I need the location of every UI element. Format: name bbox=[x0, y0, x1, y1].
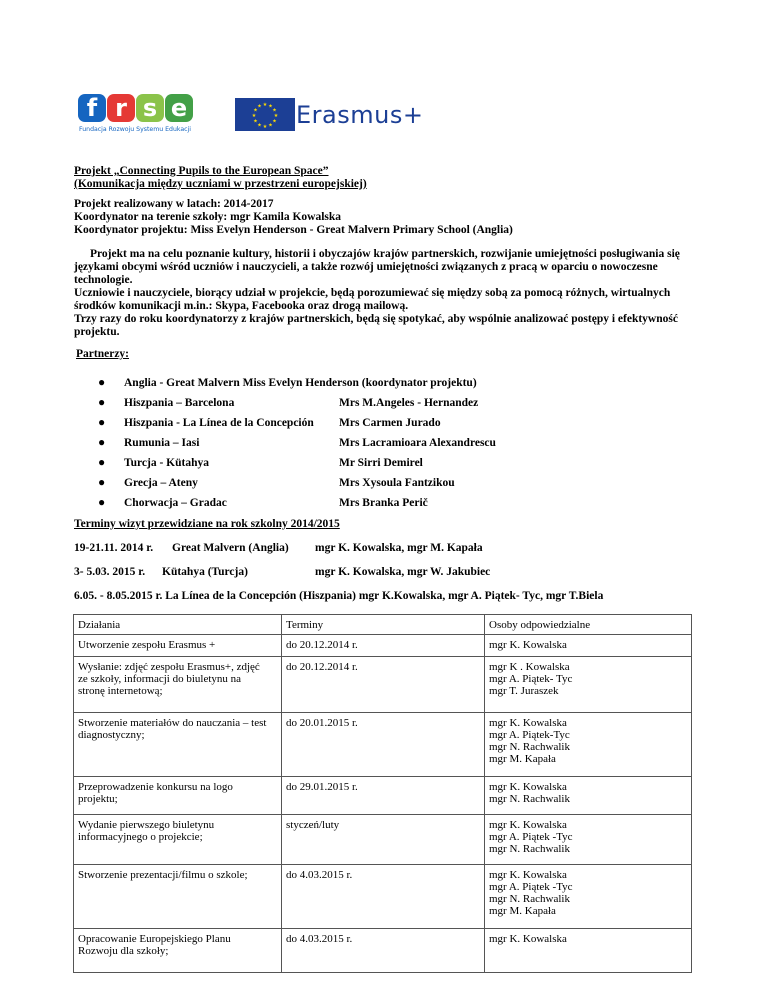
partner-person: Mrs Branka Perič bbox=[339, 497, 428, 509]
description-line: technologie. bbox=[74, 274, 133, 286]
bullet-icon: ● bbox=[98, 435, 106, 449]
bullet-icon: ● bbox=[98, 455, 106, 469]
svg-text:★: ★ bbox=[268, 103, 273, 110]
erasmus-plus-logo-text: Erasmus+ bbox=[296, 101, 424, 129]
partner-place: Turcja - Kütahya bbox=[124, 457, 209, 469]
action-cell bbox=[74, 657, 282, 713]
table-row bbox=[74, 815, 692, 865]
svg-text:★: ★ bbox=[253, 107, 258, 114]
people-cell bbox=[485, 815, 692, 865]
people-cell bbox=[485, 929, 692, 973]
visit-people: mgr K. Kowalska, mgr M. Kapała bbox=[315, 542, 483, 554]
action-cell bbox=[74, 635, 282, 657]
cell-line: Stworzenie prezentacji/filmu o szkole; bbox=[78, 869, 248, 881]
cell-line: mgr A. Piątek -Tyc bbox=[489, 831, 573, 843]
cell-line: mgr K. Kowalska bbox=[489, 869, 567, 881]
cell-line: informacyjnego o projekcie; bbox=[78, 831, 203, 843]
frse-logo bbox=[76, 94, 196, 134]
people-cell bbox=[485, 657, 692, 713]
svg-text:★: ★ bbox=[273, 113, 279, 119]
table-header-row bbox=[74, 615, 692, 635]
partner-person: Mrs Carmen Jurado bbox=[339, 417, 441, 429]
cell-line: Wydanie pierwszego biuletynu bbox=[78, 819, 215, 831]
date-cell: styczeń/luty bbox=[282, 815, 485, 865]
bullet-icon: ● bbox=[98, 415, 106, 429]
cell-line: mgr K. Kowalska bbox=[489, 717, 567, 729]
cell-line: mgr K. Kowalska bbox=[489, 781, 567, 793]
activities-table bbox=[73, 614, 692, 973]
description-line: środków komunikacji m.in.: Skypa, Facebooka oraz drogą mailową. bbox=[74, 300, 409, 312]
svg-text:f: f bbox=[86, 94, 98, 122]
svg-text:Fundacja Rozwoju Systemu Eduka: Fundacja Rozwoju Systemu Edukacji bbox=[79, 126, 191, 133]
cell-line: mgr N. Rachwalik bbox=[489, 793, 570, 805]
table-row bbox=[74, 713, 692, 777]
cell-line: mgr N. Rachwalik bbox=[489, 843, 570, 855]
description-line: Projekt ma na celu poznanie kultury, historii i obyczajów krajów partnerskich, rozwijanie umiejętności posługiwania się bbox=[90, 248, 680, 260]
cell-line: mgr K. Kowalska bbox=[489, 639, 567, 651]
cell-line: mgr T. Juraszek bbox=[489, 685, 559, 697]
partner-place: Hiszpania - La Línea de la Concepción bbox=[124, 417, 314, 429]
cell-line: mgr A. Piątek- Tyc bbox=[489, 673, 573, 685]
column-header: Terminy bbox=[282, 615, 485, 635]
svg-text:★: ★ bbox=[251, 113, 257, 119]
svg-text:★: ★ bbox=[257, 103, 262, 110]
date-cell: do 4.03.2015 r. bbox=[282, 865, 485, 929]
project-title: Projekt „Connecting Pupils to the European Space” bbox=[74, 165, 329, 177]
bullet-icon: ● bbox=[98, 495, 106, 509]
eu-flag-icon bbox=[235, 98, 295, 131]
svg-text:★: ★ bbox=[272, 107, 277, 114]
action-cell bbox=[74, 815, 282, 865]
action-cell bbox=[74, 865, 282, 929]
visit-place: Kütahya (Turcja) bbox=[162, 566, 248, 578]
cell-line: Wysłanie: zdjęć zespołu Erasmus+, zdjęć bbox=[78, 661, 260, 673]
visit-people: mgr K. Kowalska, mgr W. Jakubiec bbox=[315, 566, 491, 578]
partner-place: Rumunia – Iasi bbox=[124, 437, 200, 449]
table-row bbox=[74, 657, 692, 713]
date-cell: do 20.12.2014 r. bbox=[282, 635, 485, 657]
table-row bbox=[74, 777, 692, 815]
cell-line: projektu; bbox=[78, 793, 118, 805]
svg-text:★: ★ bbox=[257, 122, 262, 129]
bullet-icon: ● bbox=[98, 375, 106, 389]
cell-line: ze szkoły, informacji do biuletynu na bbox=[78, 673, 242, 685]
svg-text:★: ★ bbox=[272, 118, 277, 125]
svg-text:★: ★ bbox=[262, 124, 268, 130]
column-header: Działania bbox=[74, 615, 282, 635]
svg-text:s: s bbox=[142, 94, 158, 122]
partner-person: Mrs Lacramioara Alexandrescu bbox=[339, 437, 496, 449]
partner-person: Mrs Xysoula Fantzikou bbox=[339, 477, 455, 489]
description-line: językami obcymi wśród uczniów i nauczycieli, a także rozwój umiejętności związanych z pracą w oparciu o nowoczesne bbox=[74, 261, 658, 273]
description-line: Trzy razy do roku koordynatorzy z krajów partnerskich, będą się spotykać, aby wspólnie analizować postępy i efektywność bbox=[74, 313, 678, 325]
cell-line: Stworzenie materiałów do nauczania – test bbox=[78, 717, 267, 729]
cell-line: mgr A. Piątek -Tyc bbox=[489, 881, 573, 893]
people-cell bbox=[485, 713, 692, 777]
school-coordinator: Koordynator na terenie szkoły: mgr Kamila Kowalska bbox=[74, 211, 342, 223]
date-cell: do 29.01.2015 r. bbox=[282, 777, 485, 815]
column-header: Osoby odpowiedzialne bbox=[485, 615, 692, 635]
people-cell bbox=[485, 865, 692, 929]
partner-place: Hiszpania – Barcelona bbox=[124, 397, 235, 409]
project-coordinator: Koordynator projektu: Miss Evelyn Henderson - Great Malvern Primary School (Anglia) bbox=[74, 224, 513, 236]
action-cell bbox=[74, 929, 282, 973]
partner-person: Mrs M.Angeles - Hernandez bbox=[339, 397, 479, 409]
cell-line: stronę internetową; bbox=[78, 685, 163, 697]
table-row bbox=[74, 929, 692, 973]
cell-line: mgr N. Rachwalik bbox=[489, 893, 570, 905]
date-cell: do 20.12.2014 r. bbox=[282, 657, 485, 713]
people-cell bbox=[485, 777, 692, 815]
date-cell: do 20.01.2015 r. bbox=[282, 713, 485, 777]
cell-line: Rozwoju dla szkoły; bbox=[78, 945, 169, 957]
bullet-icon: ● bbox=[98, 395, 106, 409]
partner-place: Grecja – Ateny bbox=[124, 477, 198, 489]
visits-heading: Terminy wizyt przewidziane na rok szkolny 2014/2015 bbox=[74, 518, 340, 530]
partner-first: Anglia - Great Malvern Miss Evelyn Henderson (koordynator projektu) bbox=[124, 377, 477, 389]
cell-line: mgr K. Kowalska bbox=[489, 933, 567, 945]
svg-text:★: ★ bbox=[253, 118, 258, 125]
table-row bbox=[74, 635, 692, 657]
cell-line: diagnostyczny; bbox=[78, 729, 145, 741]
project-years: Projekt realizowany w latach: 2014-2017 bbox=[74, 198, 274, 210]
cell-line: mgr K . Kowalska bbox=[489, 661, 570, 673]
partners-heading: Partnerzy: bbox=[76, 348, 129, 360]
partner-place: Chorwacja – Gradac bbox=[124, 497, 227, 509]
description-line: projektu. bbox=[74, 326, 120, 338]
cell-line: mgr A. Piątek-Tyc bbox=[489, 729, 570, 741]
cell-line: Utworzenie zespołu Erasmus + bbox=[78, 639, 216, 651]
bullet-icon: ● bbox=[98, 475, 106, 489]
table-row bbox=[74, 865, 692, 929]
partner-person: Mr Sirri Demirel bbox=[339, 457, 423, 469]
cell-line: Opracowanie Europejskiego Planu bbox=[78, 933, 231, 945]
action-cell bbox=[74, 777, 282, 815]
action-cell bbox=[74, 713, 282, 777]
visit-date: 3- 5.03. 2015 r. bbox=[74, 566, 146, 578]
cell-line: mgr M. Kapała bbox=[489, 753, 556, 765]
date-cell: do 4.03.2015 r. bbox=[282, 929, 485, 973]
svg-text:r: r bbox=[115, 94, 127, 122]
cell-line: mgr N. Rachwalik bbox=[489, 741, 570, 753]
svg-text:★: ★ bbox=[268, 122, 273, 129]
cell-line: mgr K. Kowalska bbox=[489, 819, 567, 831]
visit-line: 6.05. - 8.05.2015 r. La Línea de la Concepción (Hiszpania) mgr K.Kowalska, mgr A. Piątek- Tyc, mgr T.Biela bbox=[74, 590, 604, 602]
visit-place: Great Malvern (Anglia) bbox=[172, 542, 289, 554]
svg-text:e: e bbox=[170, 94, 188, 122]
cell-line: Przeprowadzenie konkursu na logo bbox=[78, 781, 233, 793]
description-line: Uczniowie i nauczyciele, biorący udział w projekcie, będą porozumiewać się między sobą za pomocą różnych, wirtualnych bbox=[74, 287, 671, 299]
cell-line: mgr M. Kapała bbox=[489, 905, 556, 917]
visit-date: 19-21.11. 2014 r. bbox=[74, 542, 154, 554]
svg-text:★: ★ bbox=[262, 102, 268, 108]
people-cell bbox=[485, 635, 692, 657]
project-subtitle: (Komunikacja między uczniami w przestrzeni europejskiej) bbox=[74, 178, 367, 190]
